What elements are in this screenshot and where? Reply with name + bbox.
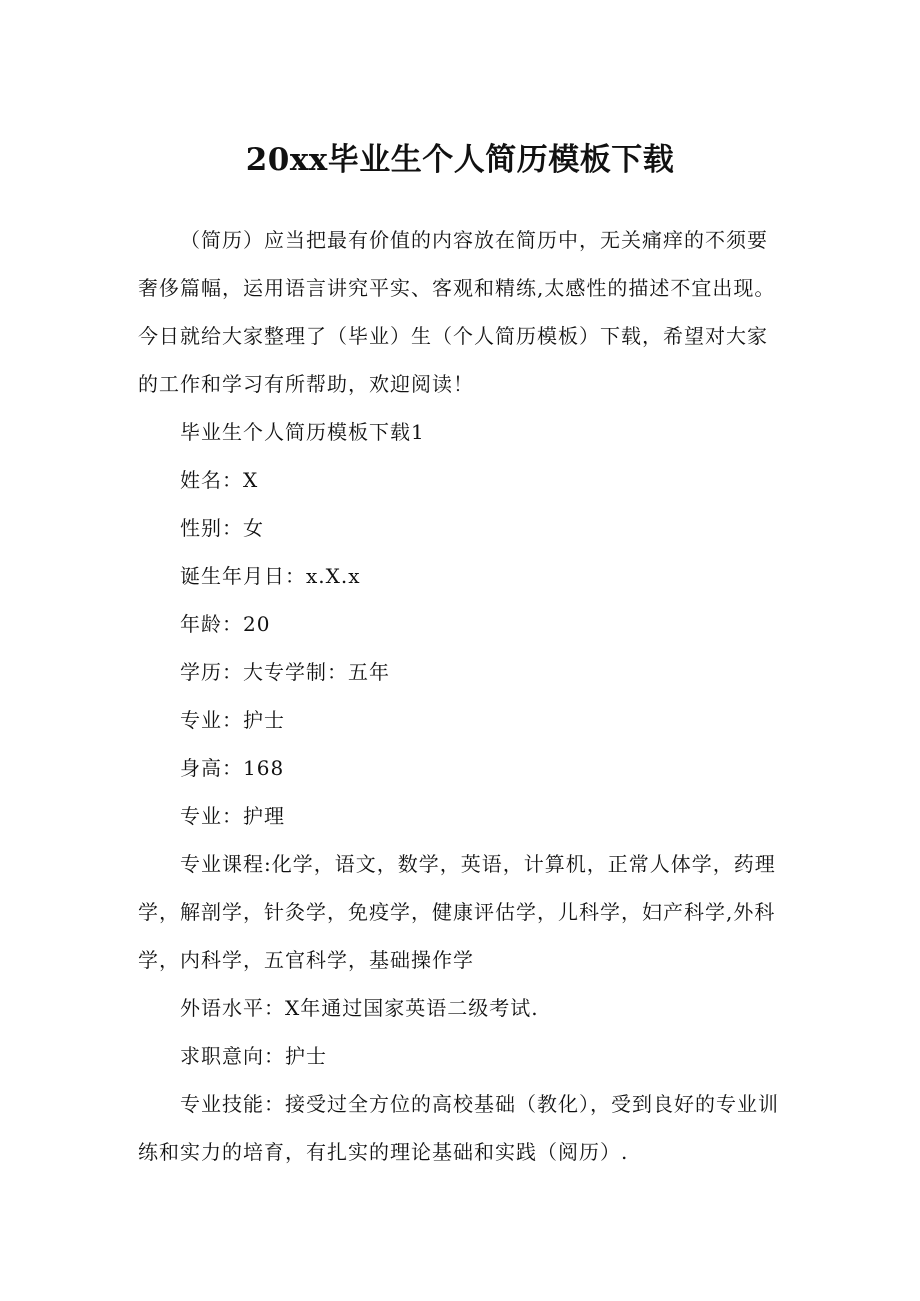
document-title: 20xx毕业生个人简历模板下载 — [245, 142, 675, 178]
intro-paragraph: （简历）应当把最有价值的内容放在简历中，无关痛痒的不须要奢侈篇幅，运用语言讲究平实、客观和精练,太感性的描述不宜出现。今日就给大家整理了（毕业）生（个人简历模板）下载，希望对大家的工作和学习有所帮助，欢迎阅读！ — [138, 228, 776, 396]
specialty-line: 专业：护理 — [180, 804, 285, 828]
height-line: 身高：168 — [180, 756, 285, 780]
document-body — [138, 216, 786, 1176]
age-line: 年龄：20 — [180, 612, 271, 636]
section-heading: 毕业生个人简历模板下载1 — [180, 420, 425, 444]
language-line: 外语水平：X年通过国家英语二级考试. — [180, 996, 539, 1020]
birth-line: 诞生年月日：x.X.x — [180, 564, 361, 588]
skills-paragraph: 专业技能：接受过全方位的高校基础（教化），受到良好的专业训练和实力的培育，有扎实的理论基础和实践（阅历）. — [138, 1092, 779, 1164]
name-line: 姓名：X — [180, 468, 259, 492]
education-line: 学历：大专学制：五年 — [180, 660, 390, 684]
major-line: 专业：护士 — [180, 708, 285, 732]
courses-paragraph: 专业课程:化学，语文，数学，英语，计算机，正常人体学，药理学，解剖学，针灸学，免疫学，健康评估学，儿科学，妇产科学,外科学，内科学，五官科学，基础操作学 — [138, 852, 776, 972]
intention-line: 求职意向：护士 — [180, 1044, 327, 1068]
gender-line: 性别：女 — [180, 516, 264, 540]
